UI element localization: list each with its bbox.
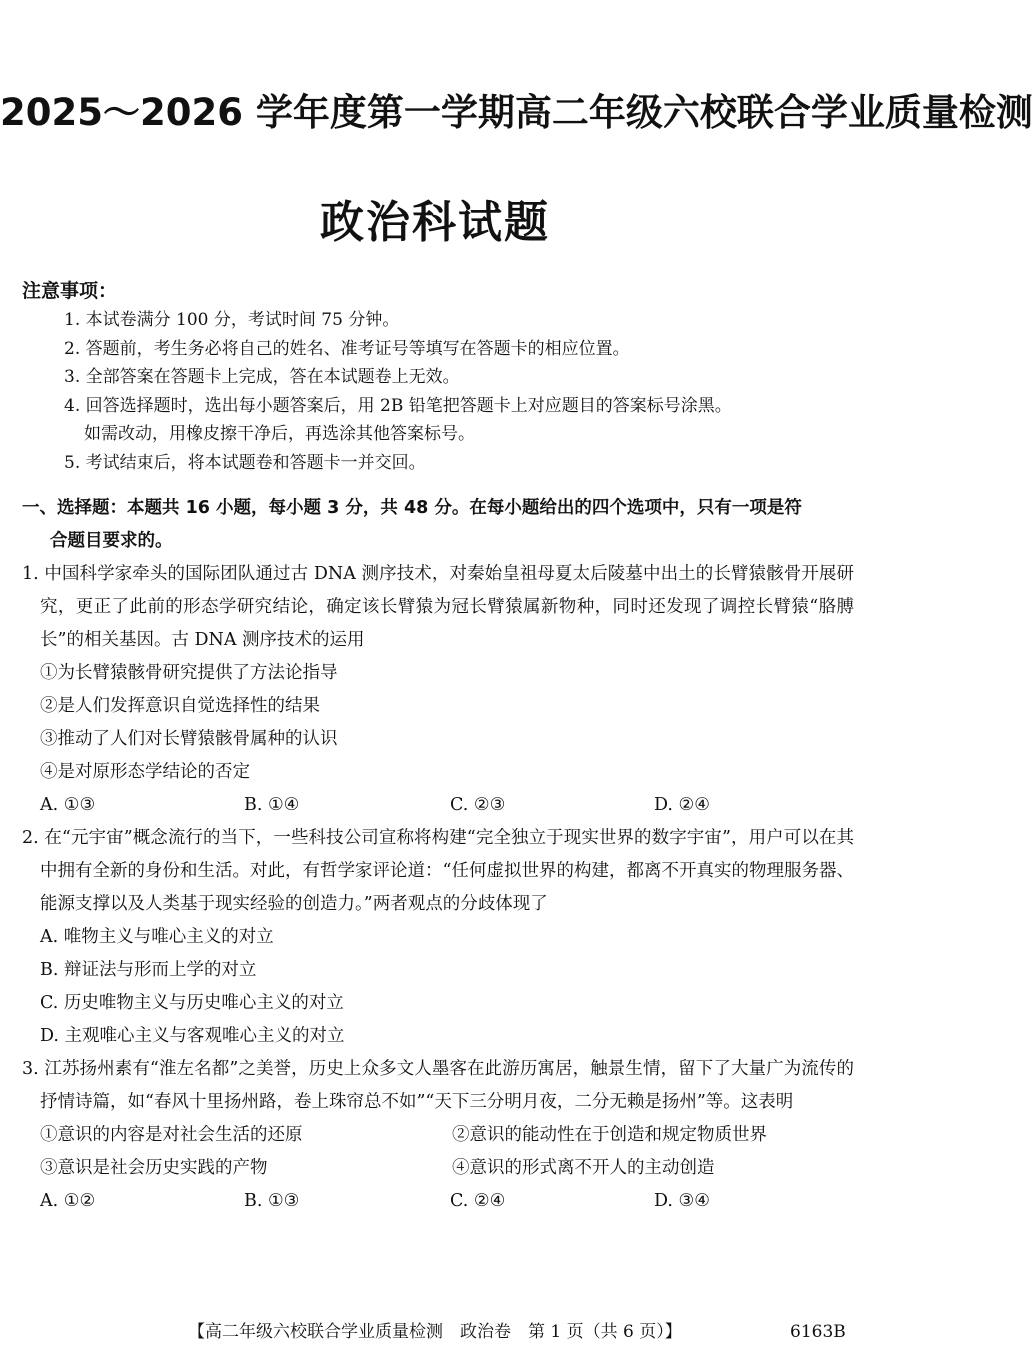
question-stem: 3. 江苏扬州素有“淮左名都”之美誉，历史上众多文人墨客在此游历寓居，触景生情，留下了大量广为流传的抒情诗篇，如“春风十里扬州路，卷上珠帘总不如”“天下三分明月夜，二分无赖是扬州”等。这表明 (22, 1059, 854, 1112)
question-statement: ②意识的能动性在于创造和规定物质世界 (452, 1125, 767, 1145)
statement-row (22, 1152, 854, 1185)
questions-list (22, 558, 854, 1218)
note-item: 2. 答题前，考生务必将自己的姓名、准考证号等填写在答题卡的相应位置。 (64, 338, 630, 359)
answer-option: A. 唯物主义与唯心主义的对立 (40, 927, 274, 947)
question-statement: ④是对原形态学结论的否定 (40, 762, 250, 782)
question-statement: ④意识的形式离不开人的主动创造 (452, 1158, 715, 1178)
section-heading-line1: 一、选择题：本题共 16 小题，每小题 3 分，共 48 分。在每小题给出的四个选项中，只有一项是符 (22, 498, 802, 518)
choice-d: D. ②④ (654, 795, 710, 815)
question-stem: 2. 在“元宇宙”概念流行的当下，一些科技公司宣称将构建“完全独立于现实世界的数字宇宙”，用户可以在其中拥有全新的身份和生活。对此，有哲学家评论道：“任何虚拟世界的构建，都离不开真实的物理服务器、能源支撑以及人类基于现实经验的创造力。”两者观点的分歧体现了 (22, 828, 854, 914)
section-heading-line2: 合题目要求的。 (50, 531, 173, 551)
question-statement: ①为长臂猿骸骨研究提供了方法论指导 (40, 663, 338, 683)
note-item-continuation (64, 420, 862, 449)
note-item: 4. 回答选择题时，选出每小题答案后，用 2B 铅笔把答题卡上对应题目的答案标号涂黑。 (64, 395, 732, 416)
question-stem: 1. 中国科学家牵头的国际团队通过古 DNA 测序技术，对秦始皇祖母夏太后陵墓中出土的长臂猿骸骨开展研究，更正了此前的形态学研究结论，确定该长臂猿为冠长臂猿属新物种，同时还发现了调控长臂猿“胳膊长”的相关基因。古 DNA 测序技术的运用 (22, 564, 854, 650)
question-3 (22, 1053, 854, 1218)
question-statement: ③推动了人们对长臂猿骸骨属种的认识 (40, 729, 338, 749)
choice-a: A. ①③ (40, 795, 96, 815)
answer-choices (22, 1185, 854, 1218)
choice-c: C. ②③ (450, 795, 506, 815)
note-continuation-text: 如需改动，用橡皮擦干净后，再选涂其他答案标号。 (84, 424, 475, 444)
choice-c: C. ②④ (450, 1191, 506, 1211)
question-statement: ①意识的内容是对社会生活的还原 (40, 1125, 303, 1145)
question-1 (22, 558, 854, 822)
section-heading (22, 492, 852, 558)
choice-a: A. ①② (40, 1191, 96, 1211)
answer-option: C. 历史唯物主义与历史唯心主义的对立 (40, 993, 344, 1013)
question-statement: ②是人们发挥意识自觉选择性的结果 (40, 696, 320, 716)
footer-page-info: 【高二年级六校联合学业质量检测 政治卷 第 1 页（共 6 页）】 (188, 1322, 682, 1342)
choice-b: B. ①③ (244, 1191, 300, 1211)
notes-block (22, 276, 862, 477)
notes-list (64, 306, 862, 477)
subject-title: 政治科试题 (320, 197, 550, 248)
note-item: 3. 全部答案在答题卡上完成，答在本试题卷上无效。 (64, 367, 460, 387)
footer-code: 6163B (790, 1322, 846, 1342)
statement-row (22, 1119, 854, 1152)
note-item: 5. 考试结束后，将本试题卷和答题卡一并交回。 (64, 452, 426, 473)
answer-option: D. 主观唯心主义与客观唯心主义的对立 (40, 1026, 345, 1046)
question-2 (22, 822, 854, 1053)
note-item: 1. 本试卷满分 100 分，考试时间 75 分钟。 (64, 310, 400, 330)
notes-heading: 注意事项： (22, 280, 118, 302)
choice-d: D. ③④ (654, 1191, 710, 1211)
exam-main-title: 2025～2026 学年度第一学期高二年级六校联合学业质量检测 (0, 91, 1033, 134)
question-statement: ③意识是社会历史实践的产物 (40, 1158, 268, 1178)
choice-b: B. ①④ (244, 795, 300, 815)
answer-choices (22, 789, 854, 822)
answer-option: B. 辩证法与形而上学的对立 (40, 960, 257, 980)
